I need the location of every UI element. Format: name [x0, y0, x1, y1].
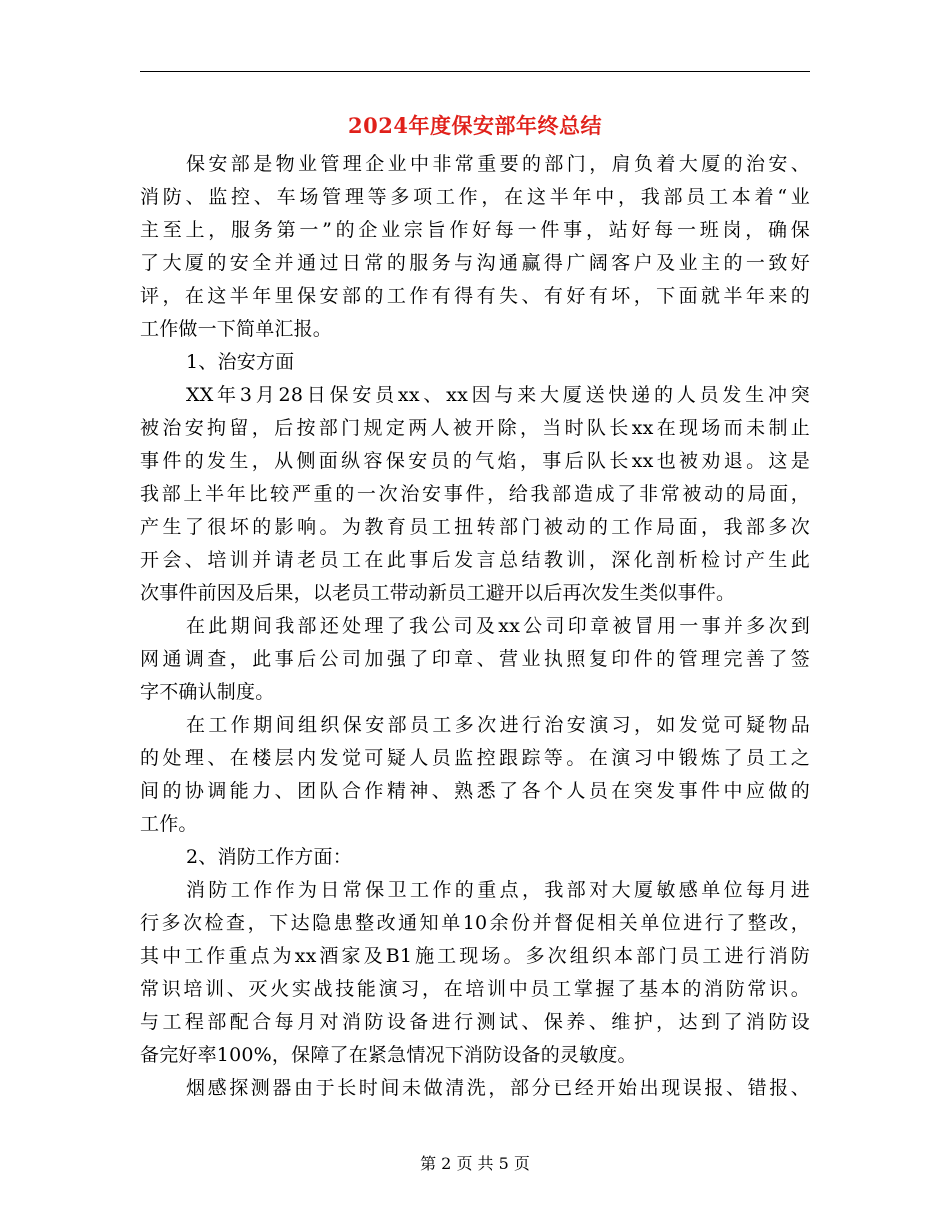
paragraph-line: 其中工作重点为xx酒家及B1施工现场。多次组织本部门员工进行消防 — [140, 945, 810, 967]
paragraph-line: 的处理、在楼层内发觉可疑人员监控跟踪等。在演习中锻炼了员工之 — [140, 747, 810, 769]
paragraph-line: 与工程部配合每月对消防设备进行测试、保养、维护，达到了消防设 — [140, 1011, 810, 1033]
paragraph-line: 主至上，服务第一”的企业宗旨作好每一件事，站好每一班岗，确保 — [140, 219, 810, 241]
paragraph-line: 行多次检查，下达隐患整改通知单10余份并督促相关单位进行了整改， — [140, 912, 810, 934]
paragraph-line: 网通调查，此事后公司加强了印章、营业执照复印件的管理完善了签 — [140, 648, 810, 670]
paragraph-line: 了大厦的安全并通过日常的服务与沟通赢得广阔客户及业主的一致好 — [140, 252, 810, 274]
paragraph-first-line: 2、消防工作方面： — [186, 846, 352, 868]
header-rule — [140, 71, 810, 72]
paragraph-line: 开会、培训并请老员工在此事后发言总结教训，深化剖析检讨产生此 — [140, 549, 810, 571]
paragraph-line: 消防、监控、车场管理等多项工作，在这半年中，我部员工本着“业 — [140, 186, 810, 208]
paragraph-line: 我部上半年比较严重的一次治安事件，给我部造成了非常被动的局面， — [140, 483, 810, 505]
paragraph-first-line: 在此期间我部还处理了我公司及xx公司印章被冒用一事并多次到 — [186, 615, 810, 637]
paragraph-line: 工作。 — [140, 813, 198, 835]
document-body — [140, 148, 810, 1105]
paragraph-line: 次事件前因及后果，以老员工带动新员工避开以后再次发生类似事件。 — [140, 582, 736, 604]
paragraph-line: 产生了很坏的影响。为教育员工扭转部门被动的工作局面，我部多次 — [140, 516, 810, 538]
paragraph-line: 工作做一下简单汇报。 — [140, 318, 333, 340]
paragraph-line: 字不确认制度。 — [140, 681, 275, 703]
paragraph-first-line: 烟感探测器由于长时间未做清洗，部分已经开始出现误报、错报、 — [186, 1077, 810, 1099]
paragraph-first-line: 消防工作作为日常保卫工作的重点，我部对大厦敏感单位每月进 — [186, 879, 810, 901]
paragraph-line: 常识培训、灭火实战技能演习，在培训中员工掌握了基本的消防常识。 — [140, 978, 810, 1000]
paragraph-first-line: 在工作期间组织保安部员工多次进行治安演习，如发觉可疑物品 — [186, 714, 810, 736]
paragraph-first-line: XX年3月28日保安员xx、xx因与来大厦送快递的人员发生冲突 — [186, 384, 810, 406]
paragraph-first-line: 保安部是物业管理企业中非常重要的部门，肩负着大厦的治安、 — [186, 153, 810, 175]
page-number: 第 2 页 共 5 页 — [420, 1154, 530, 1173]
paragraph-first-line: 1、治安方面 — [186, 351, 295, 373]
paragraph-line: 事件的发生，从侧面纵容保安员的气焰，事后队长xx也被劝退。这是 — [140, 450, 810, 472]
paragraph-line: 被治安拘留，后按部门规定两人被开除，当时队长xx在现场而未制止 — [140, 417, 810, 439]
paragraph-line: 评，在这半年里保安部的工作有得有失、有好有坏，下面就半年来的 — [140, 285, 810, 307]
paragraph-line: 间的协调能力、团队合作精神、熟悉了各个人员在突发事件中应做的 — [140, 780, 810, 802]
paragraph-line: 备完好率100%，保障了在紧急情况下消防设备的灵敏度。 — [140, 1044, 637, 1066]
document-title: 2024年度保安部年终总结 — [348, 113, 602, 138]
